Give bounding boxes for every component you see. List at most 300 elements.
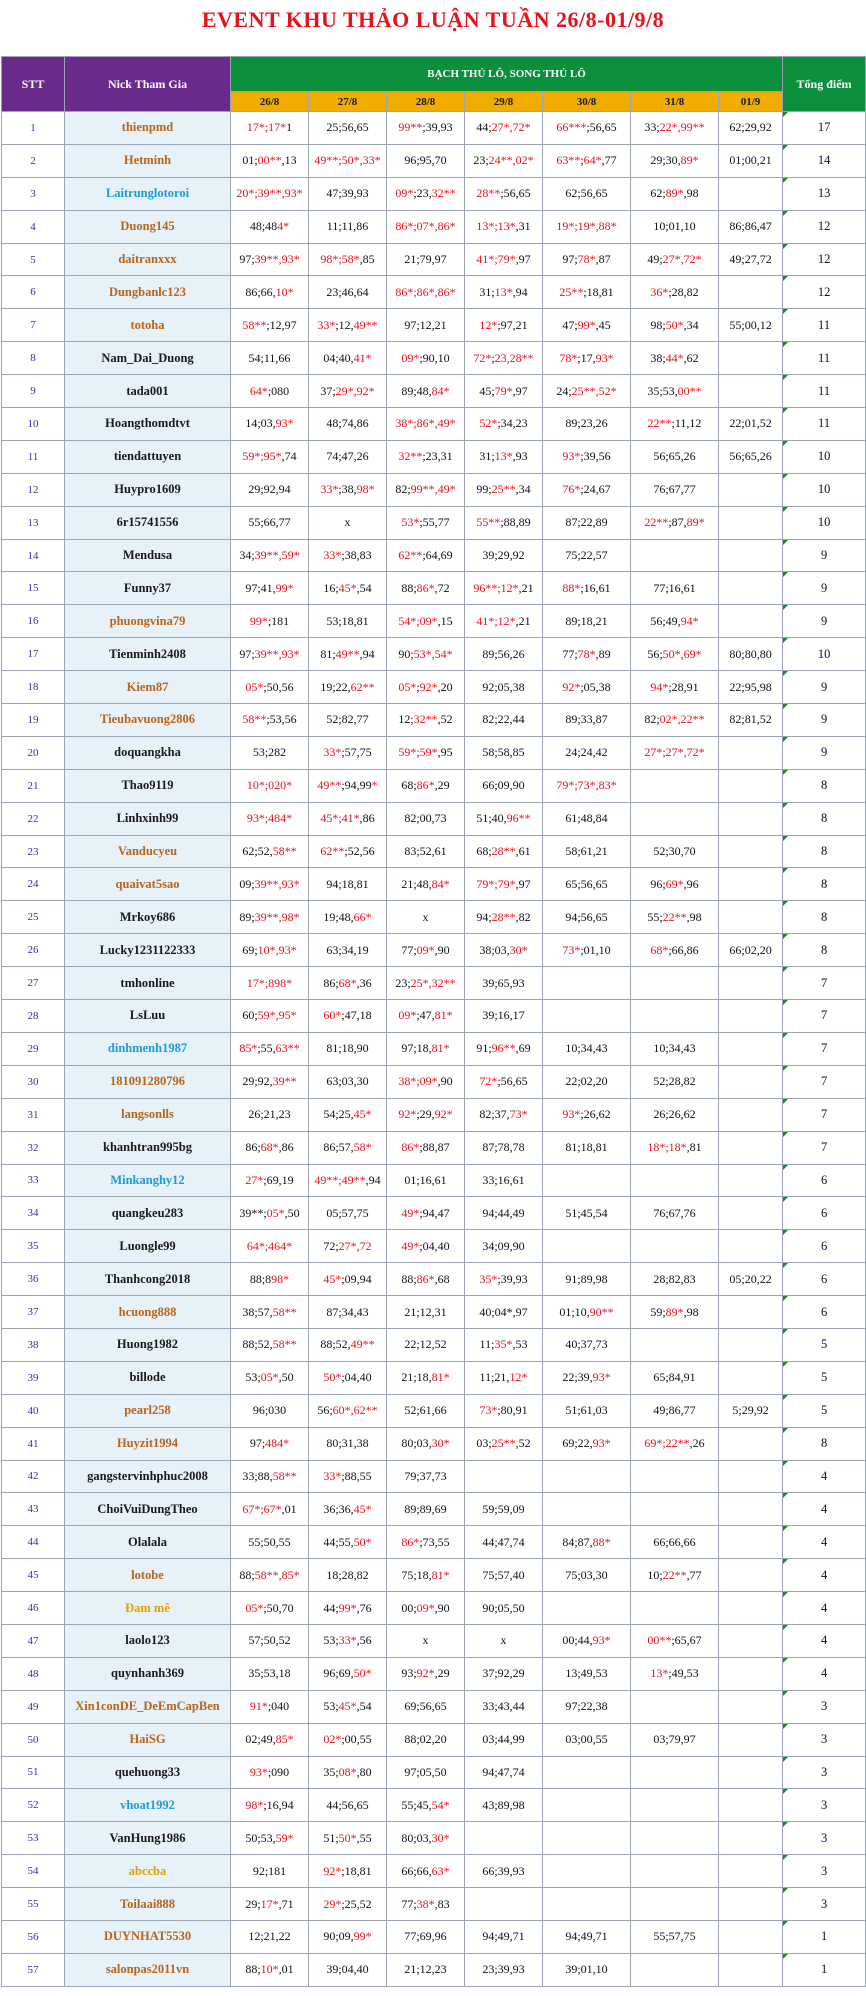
row-stt: 44 xyxy=(2,1526,65,1559)
row-prediction-cell xyxy=(719,1328,783,1361)
row-total: 8 xyxy=(783,934,866,967)
row-prediction-cell: 49;86,77 xyxy=(631,1394,719,1427)
row-prediction-cell xyxy=(719,835,783,868)
row-prediction-cell: 51;61,03 xyxy=(543,1394,631,1427)
row-prediction-cell: 29;92,94 xyxy=(231,473,309,506)
row-prediction-cell: 54;25,45* xyxy=(309,1098,387,1131)
row-prediction-cell: 44;99*,76 xyxy=(309,1592,387,1625)
row-prediction-cell: 75;18,81* xyxy=(387,1559,465,1592)
row-prediction-cell: 72*;56,65 xyxy=(465,1065,543,1098)
row-total: 4 xyxy=(783,1657,866,1690)
row-prediction-cell: 89;18,21 xyxy=(543,605,631,638)
row-prediction-cell: 65;56,65 xyxy=(543,868,631,901)
row-prediction-cell: 62;29,92 xyxy=(719,112,783,145)
row-prediction-cell: 64*;080 xyxy=(231,375,309,408)
row-prediction-cell: 69*;22**,26 xyxy=(631,1427,719,1460)
row-stt: 36 xyxy=(2,1263,65,1296)
row-nick: Duong145 xyxy=(65,210,231,243)
table-row xyxy=(2,1657,866,1690)
row-prediction-cell xyxy=(631,1328,719,1361)
row-prediction-cell: 33;22*,99** xyxy=(631,112,719,145)
row-nick: abccba xyxy=(65,1855,231,1888)
row-nick: Mendusa xyxy=(65,539,231,572)
row-stt: 29 xyxy=(2,1032,65,1065)
row-stt: 41 xyxy=(2,1427,65,1460)
row-prediction-cell: 32**;23,31 xyxy=(387,440,465,473)
row-prediction-cell: 92;05,38 xyxy=(465,671,543,704)
row-prediction-cell: 86;66,10* xyxy=(231,276,309,309)
row-prediction-cell: 69;56,65 xyxy=(387,1690,465,1723)
row-prediction-cell: 23;24**,02* xyxy=(465,144,543,177)
row-prediction-cell: 43;89,98 xyxy=(465,1789,543,1822)
row-prediction-cell xyxy=(631,1822,719,1855)
row-prediction-cell xyxy=(719,1723,783,1756)
row-prediction-cell xyxy=(631,1164,719,1197)
row-prediction-cell: 80;03,30* xyxy=(387,1427,465,1460)
row-prediction-cell: 75;03,30 xyxy=(543,1559,631,1592)
row-prediction-cell xyxy=(719,1789,783,1822)
row-nick: salonpas2011vn xyxy=(65,1953,231,1986)
table-row xyxy=(2,1000,866,1033)
row-total: 4 xyxy=(783,1624,866,1657)
row-prediction-cell: 03;00,55 xyxy=(543,1723,631,1756)
row-prediction-cell: 52;82,77 xyxy=(309,704,387,737)
row-stt: 25 xyxy=(2,901,65,934)
row-total: 6 xyxy=(783,1230,866,1263)
row-prediction-cell: 58**;53,56 xyxy=(231,704,309,737)
row-total: 10 xyxy=(783,440,866,473)
row-total: 11 xyxy=(783,375,866,408)
row-total: 12 xyxy=(783,276,866,309)
table-row xyxy=(2,1920,866,1953)
row-total: 10 xyxy=(783,473,866,506)
row-prediction-cell: 69;22,93* xyxy=(543,1427,631,1460)
row-stt: 9 xyxy=(2,375,65,408)
table-row xyxy=(2,1164,866,1197)
row-nick: Laitrunglotoroi xyxy=(65,177,231,210)
row-prediction-cell: 97;05,50 xyxy=(387,1756,465,1789)
row-prediction-cell: 66;02,20 xyxy=(719,934,783,967)
row-prediction-cell: 92*;29,92* xyxy=(387,1098,465,1131)
row-prediction-cell: 26;21,23 xyxy=(231,1098,309,1131)
row-prediction-cell: 90;09,99* xyxy=(309,1920,387,1953)
row-prediction-cell: 88;52,58** xyxy=(231,1328,309,1361)
row-prediction-cell: 80;31,38 xyxy=(309,1427,387,1460)
row-prediction-cell xyxy=(465,1888,543,1921)
row-prediction-cell: 49;27*,72* xyxy=(631,243,719,276)
row-stt: 7 xyxy=(2,309,65,342)
row-prediction-cell: 09*;47,81* xyxy=(387,1000,465,1033)
row-prediction-cell: 57;50,52 xyxy=(231,1624,309,1657)
row-prediction-cell xyxy=(719,868,783,901)
row-prediction-cell: 55**;88,89 xyxy=(465,506,543,539)
row-prediction-cell: 22;95,98 xyxy=(719,671,783,704)
row-prediction-cell: 09*;90,10 xyxy=(387,342,465,375)
row-nick: Kiem87 xyxy=(65,671,231,704)
row-prediction-cell: 93*;484* xyxy=(231,802,309,835)
row-prediction-cell xyxy=(719,1032,783,1065)
row-prediction-cell: 77;16,61 xyxy=(631,572,719,605)
row-nick: gangstervinhphuc2008 xyxy=(65,1460,231,1493)
row-stt: 47 xyxy=(2,1624,65,1657)
row-prediction-cell: 41*;79*,97 xyxy=(465,243,543,276)
row-prediction-cell xyxy=(543,1164,631,1197)
table-row xyxy=(2,1065,866,1098)
table-row xyxy=(2,802,866,835)
row-prediction-cell: x xyxy=(387,901,465,934)
row-prediction-cell: 39**;05*,50 xyxy=(231,1197,309,1230)
row-prediction-cell: 52;30,70 xyxy=(631,835,719,868)
row-prediction-cell: 82;81,52 xyxy=(719,704,783,737)
row-nick: tada001 xyxy=(65,375,231,408)
row-prediction-cell: 33*;57,75 xyxy=(309,736,387,769)
row-nick: Linhxinh99 xyxy=(65,802,231,835)
row-prediction-cell xyxy=(631,539,719,572)
row-prediction-cell: 89;39**,98* xyxy=(231,901,309,934)
row-prediction-cell xyxy=(719,1000,783,1033)
row-prediction-cell: 38;44*,62 xyxy=(631,342,719,375)
row-total: 10 xyxy=(783,506,866,539)
row-prediction-cell: 52;61,66 xyxy=(387,1394,465,1427)
row-nick: quangkeu283 xyxy=(65,1197,231,1230)
row-prediction-cell: 24;25**,52* xyxy=(543,375,631,408)
row-prediction-cell: 35;53,00** xyxy=(631,375,719,408)
row-prediction-cell xyxy=(719,1131,783,1164)
row-total: 8 xyxy=(783,1427,866,1460)
row-stt: 54 xyxy=(2,1855,65,1888)
table-row xyxy=(2,1953,866,1986)
row-prediction-cell: 49;27,72 xyxy=(719,243,783,276)
row-prediction-cell: 97;39**,93* xyxy=(231,638,309,671)
row-prediction-cell: 40;04*,97 xyxy=(465,1296,543,1329)
row-prediction-cell: 11;21,12* xyxy=(465,1361,543,1394)
row-prediction-cell: 44;47,74 xyxy=(465,1526,543,1559)
table-row xyxy=(2,1460,866,1493)
row-prediction-cell: 14;03,93* xyxy=(231,408,309,441)
row-prediction-cell: 22;12,52 xyxy=(387,1328,465,1361)
row-stt: 2 xyxy=(2,144,65,177)
row-prediction-cell: 53;05*,50 xyxy=(231,1361,309,1394)
row-prediction-cell: 93*;26,62 xyxy=(543,1098,631,1131)
row-total: 14 xyxy=(783,144,866,177)
row-nick: 181091280796 xyxy=(65,1065,231,1098)
row-prediction-cell: 63**;64*,77 xyxy=(543,144,631,177)
row-prediction-cell: 56;49,94* xyxy=(631,605,719,638)
row-prediction-cell: 25;56,65 xyxy=(309,112,387,145)
row-prediction-cell: 59*;95*,74 xyxy=(231,440,309,473)
row-prediction-cell: 89;89,69 xyxy=(387,1493,465,1526)
row-prediction-cell: 35*;39,93 xyxy=(465,1263,543,1296)
row-prediction-cell: 56;65,26 xyxy=(719,440,783,473)
row-prediction-cell: 25**;18,81 xyxy=(543,276,631,309)
row-total: 4 xyxy=(783,1526,866,1559)
row-prediction-cell: 36;36,45* xyxy=(309,1493,387,1526)
row-prediction-cell: 89;56,26 xyxy=(465,638,543,671)
row-total: 9 xyxy=(783,736,866,769)
row-stt: 33 xyxy=(2,1164,65,1197)
row-prediction-cell: 66;66,63* xyxy=(387,1855,465,1888)
row-prediction-cell: 97;39**,93* xyxy=(231,243,309,276)
row-prediction-cell: 21;12,23 xyxy=(387,1953,465,1986)
row-prediction-cell: 52*;34,23 xyxy=(465,408,543,441)
row-total: 9 xyxy=(783,671,866,704)
row-prediction-cell: 12;21,22 xyxy=(231,1920,309,1953)
row-nick: hcuong888 xyxy=(65,1296,231,1329)
table-row xyxy=(2,835,866,868)
table-row xyxy=(2,769,866,802)
table-row xyxy=(2,1888,866,1921)
row-prediction-cell: 87;78,78 xyxy=(465,1131,543,1164)
row-prediction-cell xyxy=(719,375,783,408)
row-total: 9 xyxy=(783,539,866,572)
row-prediction-cell xyxy=(631,1888,719,1921)
row-stt: 17 xyxy=(2,638,65,671)
row-prediction-cell: 02*;00,55 xyxy=(309,1723,387,1756)
table-row xyxy=(2,1624,866,1657)
row-prediction-cell: 22**;87,89* xyxy=(631,506,719,539)
row-stt: 43 xyxy=(2,1493,65,1526)
row-prediction-cell: 65;84,91 xyxy=(631,1361,719,1394)
row-prediction-cell: 77;78*,89 xyxy=(543,638,631,671)
row-prediction-cell xyxy=(719,572,783,605)
row-nick: HaiSG xyxy=(65,1723,231,1756)
row-stt: 31 xyxy=(2,1098,65,1131)
row-prediction-cell: 74;47,26 xyxy=(309,440,387,473)
row-prediction-cell: 61;48,84 xyxy=(543,802,631,835)
row-prediction-cell: 86;68*,86 xyxy=(231,1131,309,1164)
row-prediction-cell: 05;57,75 xyxy=(309,1197,387,1230)
row-prediction-cell: 33;43,44 xyxy=(465,1690,543,1723)
row-prediction-cell xyxy=(465,1460,543,1493)
row-prediction-cell: 38;57,58** xyxy=(231,1296,309,1329)
table-row xyxy=(2,901,866,934)
row-prediction-cell: 45*;41*,86 xyxy=(309,802,387,835)
header-date: 26/8 xyxy=(231,92,309,112)
row-prediction-cell xyxy=(631,1230,719,1263)
row-prediction-cell: 05;20,22 xyxy=(719,1263,783,1296)
table-row xyxy=(2,309,866,342)
row-prediction-cell: 03;44,99 xyxy=(465,1723,543,1756)
row-nick: quehuong33 xyxy=(65,1756,231,1789)
row-total: 3 xyxy=(783,1789,866,1822)
row-prediction-cell: 38*;09*,90 xyxy=(387,1065,465,1098)
row-prediction-cell: 62;52,58** xyxy=(231,835,309,868)
row-prediction-cell xyxy=(719,1065,783,1098)
row-prediction-cell: 98*;16,94 xyxy=(231,1789,309,1822)
row-prediction-cell: 17*;898* xyxy=(231,967,309,1000)
row-stt: 5 xyxy=(2,243,65,276)
row-prediction-cell: 88;10*,01 xyxy=(231,1953,309,1986)
row-nick: pearl258 xyxy=(65,1394,231,1427)
row-stt: 32 xyxy=(2,1131,65,1164)
row-prediction-cell: 92;181 xyxy=(231,1855,309,1888)
row-prediction-cell xyxy=(543,1592,631,1625)
row-prediction-cell xyxy=(719,1822,783,1855)
row-prediction-cell: 35;53,18 xyxy=(231,1657,309,1690)
row-prediction-cell: 82;99**,49* xyxy=(387,473,465,506)
table-row xyxy=(2,1526,866,1559)
row-prediction-cell: 24;24,42 xyxy=(543,736,631,769)
row-prediction-cell: 13*;13*,31 xyxy=(465,210,543,243)
row-prediction-cell: 75;22,57 xyxy=(543,539,631,572)
row-total: 8 xyxy=(783,835,866,868)
table-row xyxy=(2,638,866,671)
row-prediction-cell: 78*;17,93* xyxy=(543,342,631,375)
row-prediction-cell: 94;28**,82 xyxy=(465,901,543,934)
row-prediction-cell: 33;16,61 xyxy=(465,1164,543,1197)
row-prediction-cell: 76;67,77 xyxy=(631,473,719,506)
table-row xyxy=(2,1822,866,1855)
table-row xyxy=(2,276,866,309)
row-prediction-cell: 66***;56,65 xyxy=(543,112,631,145)
row-nick: Tienminh2408 xyxy=(65,638,231,671)
row-total: 3 xyxy=(783,1690,866,1723)
row-prediction-cell: 69;10*,93* xyxy=(231,934,309,967)
row-prediction-cell: 39;29,92 xyxy=(465,539,543,572)
row-prediction-cell: 93*;090 xyxy=(231,1756,309,1789)
row-prediction-cell: 36*;28,82 xyxy=(631,276,719,309)
row-prediction-cell: 00;44,93* xyxy=(543,1624,631,1657)
row-nick: quaivat5sao xyxy=(65,868,231,901)
row-total: 3 xyxy=(783,1822,866,1855)
event-table xyxy=(1,56,866,1987)
row-total: 11 xyxy=(783,408,866,441)
row-stt: 34 xyxy=(2,1197,65,1230)
row-total: 3 xyxy=(783,1888,866,1921)
row-nick: tiendattuyen xyxy=(65,440,231,473)
row-prediction-cell: 63;34,19 xyxy=(309,934,387,967)
row-prediction-cell: 05*;92*,20 xyxy=(387,671,465,704)
row-prediction-cell: 05*;50,70 xyxy=(231,1592,309,1625)
row-prediction-cell: 01;00,21 xyxy=(719,144,783,177)
row-prediction-cell xyxy=(719,177,783,210)
row-prediction-cell: 51;40,96** xyxy=(465,802,543,835)
table-row xyxy=(2,605,866,638)
row-stt: 26 xyxy=(2,934,65,967)
row-prediction-cell: 33*;12,49** xyxy=(309,309,387,342)
page-title: EVENT KHU THẢO LUẬN TUẦN 26/8-01/9/8 xyxy=(201,7,665,32)
row-prediction-cell: 21;18,81* xyxy=(387,1361,465,1394)
table-row xyxy=(2,967,866,1000)
row-prediction-cell: 35;08*,80 xyxy=(309,1756,387,1789)
table-row xyxy=(2,506,866,539)
row-prediction-cell: 20*;39**,93* xyxy=(231,177,309,210)
row-prediction-cell: 22;02,20 xyxy=(543,1065,631,1098)
row-stt: 28 xyxy=(2,1000,65,1033)
row-prediction-cell: 33*;38,83 xyxy=(309,539,387,572)
table-row xyxy=(2,1131,866,1164)
row-stt: 38 xyxy=(2,1328,65,1361)
row-prediction-cell: 97;22,38 xyxy=(543,1690,631,1723)
row-prediction-cell: 89;48,84* xyxy=(387,375,465,408)
row-stt: 39 xyxy=(2,1361,65,1394)
row-prediction-cell: 11;11,86 xyxy=(309,210,387,243)
row-stt: 51 xyxy=(2,1756,65,1789)
row-prediction-cell: 47;99*,45 xyxy=(543,309,631,342)
table-row xyxy=(2,112,866,145)
row-prediction-cell: 51;45,54 xyxy=(543,1197,631,1230)
row-prediction-cell: 19;48,66* xyxy=(309,901,387,934)
row-prediction-cell: 98*;58*,85 xyxy=(309,243,387,276)
row-prediction-cell: 94;56,65 xyxy=(543,901,631,934)
row-nick: daitranxxx xyxy=(65,243,231,276)
row-prediction-cell: 97;18,81* xyxy=(387,1032,465,1065)
row-nick: dinhmenh1987 xyxy=(65,1032,231,1065)
table-row xyxy=(2,1032,866,1065)
row-prediction-cell: 19;22,62** xyxy=(309,671,387,704)
row-prediction-cell xyxy=(631,1789,719,1822)
row-prediction-cell: 41*;12*,21 xyxy=(465,605,543,638)
table-row xyxy=(2,440,866,473)
row-total: 4 xyxy=(783,1559,866,1592)
row-total: 12 xyxy=(783,243,866,276)
row-prediction-cell: 87;22,89 xyxy=(543,506,631,539)
row-total: 13 xyxy=(783,177,866,210)
row-prediction-cell: 51;50*,55 xyxy=(309,1822,387,1855)
row-prediction-cell: 16;45*,54 xyxy=(309,572,387,605)
row-prediction-cell: 09;39**,93* xyxy=(231,868,309,901)
row-prediction-cell xyxy=(719,1855,783,1888)
row-prediction-cell: 44;27*,72* xyxy=(465,112,543,145)
row-prediction-cell: 88;52,49** xyxy=(309,1328,387,1361)
row-prediction-cell xyxy=(719,1756,783,1789)
header-stt: STT xyxy=(2,57,65,112)
row-prediction-cell xyxy=(719,1197,783,1230)
row-prediction-cell: 84;87,88* xyxy=(543,1526,631,1559)
row-prediction-cell: 55;57,75 xyxy=(631,1920,719,1953)
row-prediction-cell: 64*;464* xyxy=(231,1230,309,1263)
row-nick: billode xyxy=(65,1361,231,1394)
row-nick: langsonlls xyxy=(65,1098,231,1131)
row-prediction-cell: 34;09,90 xyxy=(465,1230,543,1263)
row-prediction-cell: 91;96**,69 xyxy=(465,1032,543,1065)
row-prediction-cell: 38*;86*,49* xyxy=(387,408,465,441)
row-prediction-cell: 5;29,92 xyxy=(719,1394,783,1427)
row-nick: lotobe xyxy=(65,1559,231,1592)
row-nick: Tieubavuong2806 xyxy=(65,704,231,737)
row-total: 8 xyxy=(783,802,866,835)
row-prediction-cell: 89;33,87 xyxy=(543,704,631,737)
row-prediction-cell: 13*;49,53 xyxy=(631,1657,719,1690)
row-stt: 14 xyxy=(2,539,65,572)
row-prediction-cell: 94*;28,91 xyxy=(631,671,719,704)
row-prediction-cell: 66;66,66 xyxy=(631,1526,719,1559)
row-prediction-cell xyxy=(719,506,783,539)
row-nick: thienpmd xyxy=(65,112,231,145)
table-row xyxy=(2,177,866,210)
row-stt: 4 xyxy=(2,210,65,243)
row-stt: 55 xyxy=(2,1888,65,1921)
header-date: 31/8 xyxy=(631,92,719,112)
row-prediction-cell: 97;484* xyxy=(231,1427,309,1460)
row-stt: 52 xyxy=(2,1789,65,1822)
row-nick: Olalala xyxy=(65,1526,231,1559)
row-nick: Luongle99 xyxy=(65,1230,231,1263)
row-total: 6 xyxy=(783,1164,866,1197)
row-prediction-cell: 90;53*,54* xyxy=(387,638,465,671)
row-prediction-cell: 88;02,20 xyxy=(387,1723,465,1756)
row-prediction-cell xyxy=(631,1493,719,1526)
row-prediction-cell: 82;02*,22** xyxy=(631,704,719,737)
row-stt: 22 xyxy=(2,802,65,835)
row-prediction-cell xyxy=(543,1888,631,1921)
row-prediction-cell: 66;39,93 xyxy=(465,1855,543,1888)
row-nick: ChoiVuiDungTheo xyxy=(65,1493,231,1526)
row-prediction-cell: 54;11,66 xyxy=(231,342,309,375)
row-prediction-cell: 92*;05,38 xyxy=(543,671,631,704)
row-prediction-cell: 10;34,43 xyxy=(631,1032,719,1065)
row-prediction-cell: 94;44,49 xyxy=(465,1197,543,1230)
